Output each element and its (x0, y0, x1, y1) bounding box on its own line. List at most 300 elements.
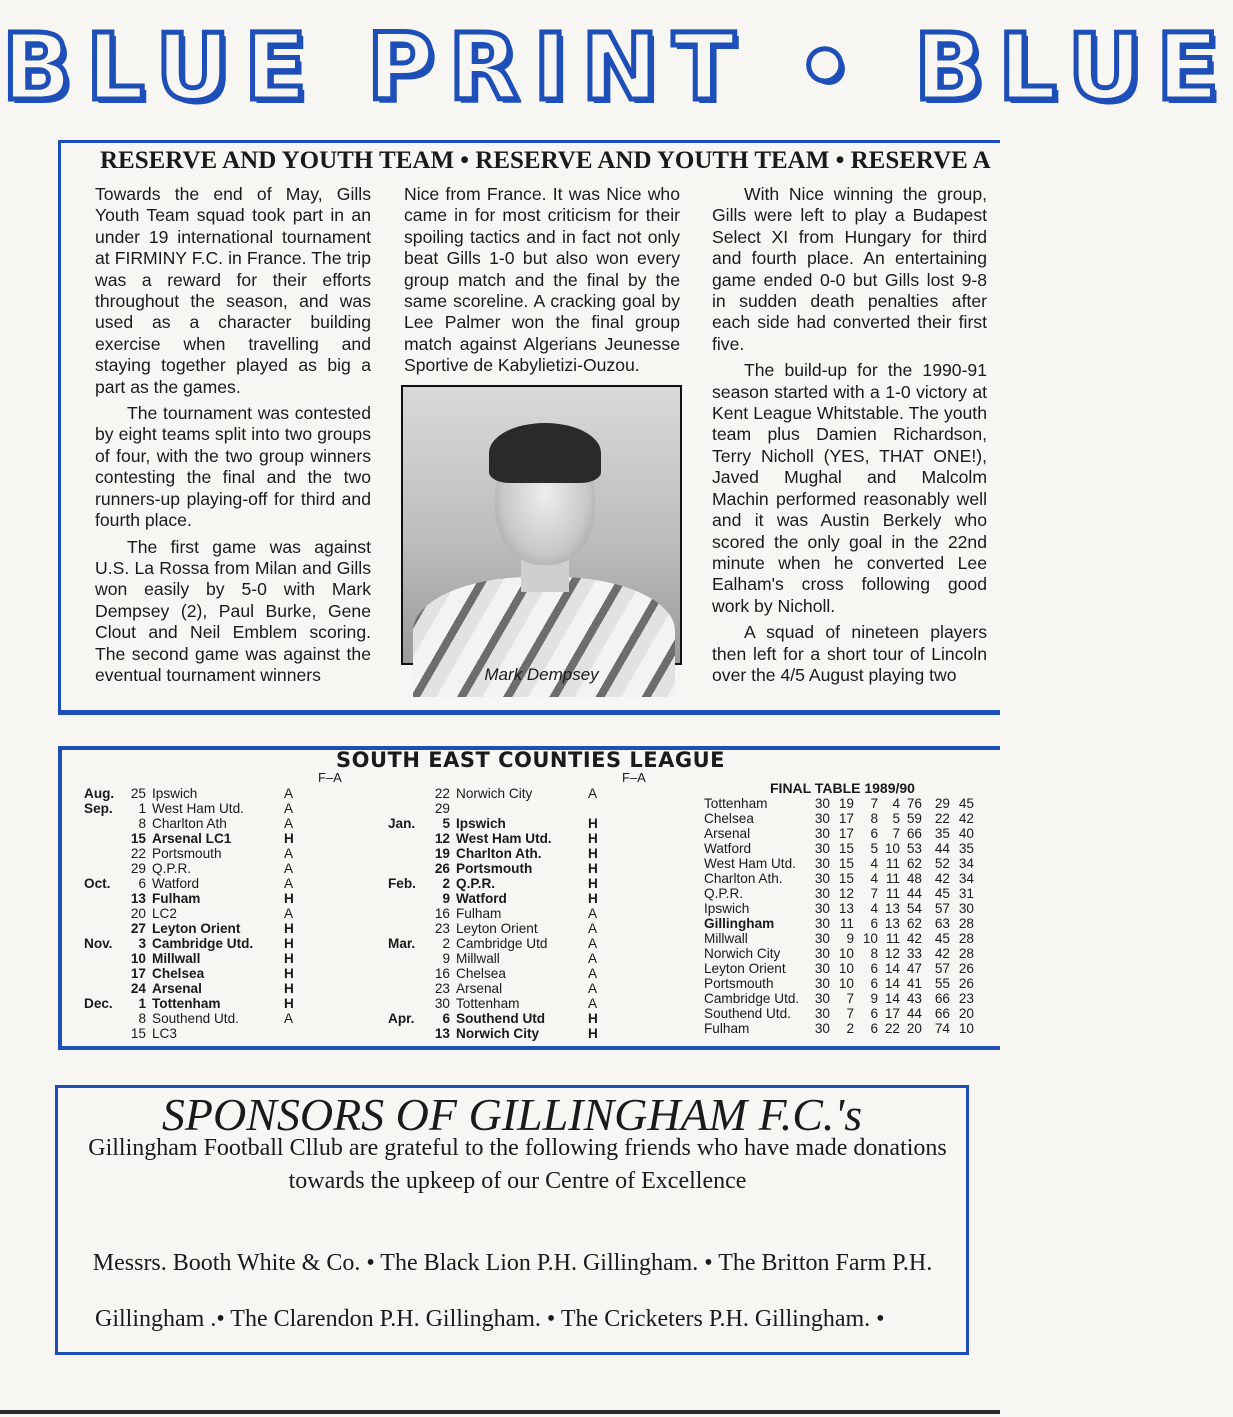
table-cell: 22 (934, 811, 950, 826)
fixture-row (84, 951, 324, 966)
fixture-opponent: Portsmouth (456, 861, 533, 876)
fixture-day: 16 (434, 966, 450, 981)
table-cell: 13 (838, 901, 854, 916)
table-cell: 20 (958, 1006, 974, 1021)
fixture-day: 15 (130, 1026, 146, 1041)
fixture-day: 16 (434, 906, 450, 921)
table-cell: 17 (838, 811, 854, 826)
fixture-opponent: Cambridge Utd (456, 936, 548, 951)
table-team: Ipswich (704, 901, 750, 916)
table-cell: 45 (934, 931, 950, 946)
table-cell: 12 (838, 886, 854, 901)
table-cell: 15 (838, 856, 854, 871)
table-cell: 12 (884, 946, 900, 961)
fixture-row (388, 981, 628, 996)
fixture-venue: H (284, 966, 294, 981)
fixture-opponent: Chelsea (456, 966, 506, 981)
fixture-venue: H (284, 981, 294, 996)
fixture-day: 2 (442, 936, 450, 951)
fixture-opponent: Charlton Ath. (456, 846, 542, 861)
fixture-opponent: Arsenal (152, 981, 202, 996)
fixture-venue: A (588, 936, 598, 951)
fixture-venue: A (284, 906, 294, 921)
table-cell: 41 (906, 976, 922, 991)
table-team: Norwich City (704, 946, 781, 961)
table-cell: 13 (884, 901, 900, 916)
fixture-row (84, 906, 324, 921)
table-cell: 42 (906, 931, 922, 946)
final-table (704, 796, 994, 1036)
table-cell: 44 (934, 841, 950, 856)
fixture-row (388, 906, 628, 921)
table-cell: 30 (814, 946, 830, 961)
fixture-venue: H (284, 936, 294, 951)
fixture-venue: H (588, 861, 598, 876)
fixture-opponent: Tottenham (152, 996, 221, 1011)
article-paragraph: The tournament was contested by eight teams split into two groups of four, with the two group winners contesting the final and the two runners-up playing-off for third and fourth place. (95, 403, 371, 531)
table-cell: 34 (958, 856, 974, 871)
table-team: Charlton Ath. (704, 871, 783, 886)
table-team: Chelsea (704, 811, 754, 826)
table-cell: 17 (838, 826, 854, 841)
fixture-opponent: LC2 (152, 906, 177, 921)
table-cell: 66 (934, 991, 950, 1006)
table-cell: 30 (814, 976, 830, 991)
fixture-opponent: Watford (152, 876, 200, 891)
table-cell: 11 (885, 886, 900, 901)
fixture-row (84, 801, 324, 816)
fixture-day: 8 (138, 1011, 146, 1026)
fixture-opponent: Norwich City (456, 1026, 540, 1041)
fixture-venue: A (284, 801, 294, 816)
fixture-month: Sep. (84, 801, 113, 816)
table-cell: 7 (892, 826, 900, 841)
table-row (704, 931, 994, 946)
fixture-venue: H (588, 831, 598, 846)
fixture-opponent: Fulham (152, 891, 201, 906)
fixture-row (388, 801, 628, 816)
fixture-venue: A (284, 876, 294, 891)
fixture-opponent: Cambridge Utd. (152, 936, 254, 951)
table-row (704, 1021, 994, 1036)
article-paragraph: With Nice winning the group, Gills were left to play a Budapest Select XI from Hungary for third and fourth place. An entertaining game ended 0-0 but Gills lost 9-8 in sudden death penalties after each side had converted their first five. (712, 184, 987, 354)
fixture-day: 1 (138, 996, 146, 1011)
fixture-venue: A (284, 816, 294, 831)
table-cell: 57 (934, 901, 950, 916)
table-cell: 11 (839, 916, 854, 931)
fixture-day: 1 (138, 801, 146, 816)
table-cell: 63 (934, 916, 950, 931)
table-cell: 20 (906, 1021, 922, 1036)
table-cell: 30 (814, 961, 830, 976)
table-cell: 10 (838, 946, 854, 961)
table-cell: 14 (884, 991, 900, 1006)
fixture-venue: A (588, 921, 598, 936)
final-table-title: FINAL TABLE 1989/90 (770, 780, 915, 796)
fixture-row (388, 921, 628, 936)
fixture-row (84, 996, 324, 1011)
fixture-venue: H (284, 831, 294, 846)
table-team: Portsmouth (704, 976, 774, 991)
table-row (704, 871, 994, 886)
fixture-row (388, 861, 628, 876)
fixture-opponent: Millwall (456, 951, 500, 966)
fixture-row (84, 846, 324, 861)
fixture-day: 29 (434, 801, 450, 816)
fixture-venue: H (588, 891, 598, 906)
table-cell: 10 (862, 931, 878, 946)
fixture-venue: H (284, 951, 294, 966)
table-team: Leyton Orient (704, 961, 786, 976)
fixture-row (388, 996, 628, 1011)
fixture-day: 20 (130, 906, 146, 921)
table-cell: 30 (814, 886, 830, 901)
table-cell: 23 (958, 991, 974, 1006)
table-cell: 48 (906, 871, 922, 886)
table-cell: 6 (870, 976, 878, 991)
table-cell: 10 (958, 1021, 974, 1036)
table-cell: 54 (906, 901, 922, 916)
fixture-day: 19 (434, 846, 450, 861)
table-cell: 2 (846, 1021, 854, 1036)
fixture-venue: H (588, 1026, 598, 1041)
table-cell: 13 (884, 916, 900, 931)
fixture-opponent: Millwall (152, 951, 201, 966)
table-cell: 4 (870, 901, 878, 916)
fixture-opponent: Leyton Orient (152, 921, 241, 936)
fixture-opponent: Charlton Ath (152, 816, 227, 831)
fixture-row (84, 891, 324, 906)
table-cell: 6 (870, 961, 878, 976)
fixture-day: 3 (138, 936, 146, 951)
table-team: Millwall (704, 931, 748, 946)
fixture-venue: A (284, 861, 294, 876)
fixture-opponent: Chelsea (152, 966, 205, 981)
fixture-row (388, 936, 628, 951)
article-column-1 (95, 184, 371, 691)
table-cell: 14 (884, 976, 900, 991)
table-row (704, 886, 994, 901)
table-cell: 42 (958, 811, 974, 826)
article-paragraph: The build-up for the 1990-91 season started with a 1-0 victory at Kent League Whitstable. The youth team plus Damien Richardson, Terry Nicholl (YES, THAT ONE!), Javed Mughal and Malcolm Machin performed reasonably well and it was Austin Berkely who scored the only goal in the 22nd minute when he converted Lee Ealham's cross following good work by Nicholl. (712, 360, 987, 616)
table-cell: 9 (846, 931, 854, 946)
table-cell: 35 (958, 841, 974, 856)
table-cell: 28 (958, 916, 974, 931)
table-cell: 10 (838, 976, 854, 991)
fixture-row (84, 1011, 324, 1026)
table-row (704, 826, 994, 841)
table-cell: 4 (870, 856, 878, 871)
fixture-row (84, 981, 324, 996)
fixture-row (84, 1026, 324, 1041)
fixture-month: Jan. (388, 816, 416, 831)
fixture-venue: H (588, 876, 598, 891)
table-cell: 6 (870, 1021, 878, 1036)
table-cell: 35 (934, 826, 950, 841)
table-row (704, 841, 994, 856)
table-team: Arsenal (704, 826, 751, 841)
fixture-day: 27 (130, 921, 146, 936)
article-paragraph: Towards the end of May, Gills Youth Team squad took part in an under 19 international tournament at FIRMINY F.C. in France. The trip was a reward for their efforts throughout the season, and was used as a character building exercise when travelling and staying together played as big a part as the games. (95, 184, 371, 397)
fixture-row (388, 831, 628, 846)
table-cell: 31 (958, 886, 974, 901)
table-cell: 15 (838, 871, 854, 886)
sponsors-title: SPONSORS OF GILLINGHAM F.C.'s (161, 1089, 863, 1140)
masthead-title: BLUE PRINT • BLUE (2, 14, 1233, 121)
fixtures-right (388, 786, 628, 1041)
reserve-section-title: RESERVE AND YOUTH TEAM • RESERVE AND YOUTH TEAM • RESERVE A (100, 147, 991, 174)
fixture-venue: H (284, 996, 294, 1011)
fixture-venue: H (588, 816, 598, 831)
fixture-day: 22 (130, 846, 146, 861)
table-cell: 29 (934, 796, 950, 811)
fixture-row (84, 876, 324, 891)
table-team: Gillingham (704, 916, 775, 931)
fixture-opponent: Tottenham (456, 996, 520, 1011)
table-cell: 26 (958, 976, 974, 991)
player-photo (401, 385, 682, 665)
fixture-day: 25 (130, 786, 146, 801)
fixture-day: 6 (442, 1011, 450, 1026)
fixture-day: 9 (442, 891, 450, 906)
fixture-opponent: Arsenal LC1 (152, 831, 232, 846)
fixture-venue: A (588, 906, 598, 921)
table-cell: 28 (958, 946, 974, 961)
table-cell: 6 (870, 1006, 878, 1021)
fixture-opponent: Arsenal (456, 981, 503, 996)
fixture-venue: A (284, 1011, 294, 1026)
table-cell: 74 (934, 1021, 950, 1036)
fixture-opponent: West Ham Utd. (456, 831, 552, 846)
fixture-venue: H (588, 846, 598, 861)
table-cell: 30 (814, 796, 830, 811)
table-row (704, 991, 994, 1006)
table-cell: 45 (958, 796, 974, 811)
table-row (704, 796, 994, 811)
fixture-venue: A (588, 966, 598, 981)
masthead (0, 14, 1233, 121)
table-cell: 4 (870, 871, 878, 886)
fixture-month: Mar. (388, 936, 416, 951)
table-row (704, 976, 994, 991)
fixture-opponent: West Ham Utd. (152, 801, 244, 816)
fixture-row (388, 966, 628, 981)
table-cell: 30 (958, 901, 974, 916)
table-cell: 6 (870, 826, 878, 841)
table-cell: 44 (906, 1006, 922, 1021)
table-cell: 76 (906, 796, 922, 811)
fixture-day: 13 (130, 891, 146, 906)
table-cell: 10 (884, 841, 900, 856)
table-cell: 44 (906, 886, 922, 901)
fixture-row (388, 1026, 628, 1041)
table-cell: 30 (814, 1006, 830, 1021)
table-cell: 17 (884, 1006, 900, 1021)
fixture-month: Apr. (388, 1011, 415, 1026)
article-paragraph: The first game was against U.S. La Rossa from Milan and Gills won easily by 5-0 with Mark Dempsey (2), Paul Burke, Gene Clout and Neil Emblem scoring. The second game was against the eventual tournament winners (95, 536, 371, 685)
table-cell: 4 (892, 796, 900, 811)
fixture-day: 29 (130, 861, 146, 876)
fixture-opponent: Leyton Orient (456, 921, 538, 936)
sponsors-intro: Gillingham Football Cllub are grateful to the following friends who have made donations towards the upkeep of our Centre of Excellence (88, 1135, 947, 1194)
table-team: Watford (704, 841, 752, 856)
fixture-month: Dec. (84, 996, 113, 1011)
table-cell: 7 (846, 991, 854, 1006)
fixture-venue: A (588, 786, 598, 801)
fixture-day: 12 (434, 831, 450, 846)
table-cell: 43 (906, 991, 922, 1006)
sponsors-list-line-1: Messrs. Booth White & Co. • The Black Lion P.H. Gillingham. • The Britton Farm P.H. (92, 1250, 933, 1276)
fixture-day: 8 (138, 816, 146, 831)
fixture-venue: A (284, 786, 294, 801)
table-row (704, 916, 994, 931)
fixture-day: 22 (434, 786, 450, 801)
fixture-day: 24 (130, 981, 146, 996)
table-cell: 7 (870, 796, 878, 811)
table-row (704, 961, 994, 976)
fixture-day: 17 (130, 966, 146, 981)
table-cell: 7 (846, 1006, 854, 1021)
fixture-row (84, 816, 324, 831)
fixture-day: 5 (442, 816, 450, 831)
table-cell: 28 (958, 931, 974, 946)
table-row (704, 811, 994, 826)
table-cell: 47 (906, 961, 922, 976)
fixtures-left (84, 786, 324, 1041)
table-cell: 59 (906, 811, 922, 826)
fixture-month: Nov. (84, 936, 113, 951)
fixture-row (388, 846, 628, 861)
fixture-opponent: Norwich City (456, 786, 533, 801)
fixture-day: 9 (442, 951, 450, 966)
fixture-row (84, 786, 324, 801)
table-row (704, 856, 994, 871)
fixture-opponent: Q.P.R. (152, 861, 192, 876)
table-cell: 52 (934, 856, 950, 871)
fixture-venue: A (588, 951, 598, 966)
fixture-day: 2 (442, 876, 450, 891)
article-column-2 (404, 184, 680, 382)
table-cell: 30 (814, 841, 830, 856)
table-cell: 8 (870, 811, 878, 826)
table-cell: 22 (884, 1021, 900, 1036)
table-cell: 9 (870, 991, 878, 1006)
fixture-venue: H (284, 891, 294, 906)
table-cell: 57 (934, 961, 950, 976)
photo-caption: Mark Dempsey (484, 665, 599, 684)
fixture-opponent: Fulham (456, 906, 502, 921)
table-cell: 55 (934, 976, 950, 991)
league-title: SOUTH EAST COUNTIES LEAGUE (336, 748, 726, 772)
fixture-row (84, 966, 324, 981)
table-cell: 62 (906, 916, 922, 931)
table-cell: 19 (838, 796, 854, 811)
table-cell: 30 (814, 871, 830, 886)
table-team: Tottenham (704, 796, 768, 811)
table-team: Q.P.R. (704, 886, 744, 901)
fixture-row (84, 921, 324, 936)
fixture-opponent: Portsmouth (152, 846, 222, 861)
table-cell: 7 (870, 886, 878, 901)
table-cell: 8 (870, 946, 878, 961)
fixture-opponent: Q.P.R. (456, 876, 496, 891)
fa-label-right: F–A (622, 770, 646, 785)
fixture-opponent: Southend Utd. (152, 1011, 239, 1026)
fixture-opponent: Southend Utd (456, 1011, 546, 1026)
fixture-day: 26 (434, 861, 450, 876)
fixture-row (84, 831, 324, 846)
fixture-opponent: Ipswich (456, 816, 506, 831)
article-paragraph: A squad of nineteen players then left for a short tour of Lincoln over the 4/5 August playing two (712, 622, 987, 685)
table-cell: 30 (814, 1021, 830, 1036)
fixture-day: 15 (130, 831, 146, 846)
table-row (704, 901, 994, 916)
fixture-opponent: LC3 (152, 1026, 177, 1041)
table-cell: 30 (814, 856, 830, 871)
table-row (704, 946, 994, 961)
table-cell: 66 (906, 826, 922, 841)
table-team: Fulham (704, 1021, 750, 1036)
table-cell: 10 (838, 961, 854, 976)
table-cell: 40 (958, 826, 974, 841)
bottom-rule (0, 1410, 1000, 1414)
fixture-venue: A (588, 981, 598, 996)
table-cell: 45 (934, 886, 950, 901)
table-cell: 15 (838, 841, 854, 856)
table-cell: 14 (884, 961, 900, 976)
table-cell: 53 (906, 841, 922, 856)
table-cell: 5 (892, 811, 900, 826)
fixture-venue: A (284, 846, 294, 861)
table-cell: 26 (958, 961, 974, 976)
fixture-opponent: Watford (456, 891, 507, 906)
fa-label-left: F–A (318, 770, 342, 785)
fixture-day: 10 (130, 951, 146, 966)
article-paragraph: Nice from France. It was Nice who came in for most criticism for their spoiling tactics and in fact not only beat Gills 1-0 but also won every group match and the final by the same scoreline. A cracking goal by Lee Palmer won the final group match against Algerians Jeunesse Sportive de Kabylietizi-Ouzou. (404, 184, 680, 376)
table-cell: 66 (934, 1006, 950, 1021)
table-cell: 30 (814, 901, 830, 916)
fixture-day: 6 (138, 876, 146, 891)
fixture-day: 13 (434, 1026, 450, 1041)
fixture-month: Oct. (84, 876, 111, 891)
fixture-day: 30 (434, 996, 450, 1011)
fixture-venue: A (588, 996, 598, 1011)
table-team: West Ham Utd. (704, 856, 796, 871)
fixture-row (388, 1011, 628, 1026)
table-cell: 30 (814, 826, 830, 841)
table-row (704, 1006, 994, 1021)
fixture-day: 23 (434, 981, 450, 996)
table-cell: 34 (958, 871, 974, 886)
table-cell: 30 (814, 916, 830, 931)
table-team: Southend Utd. (704, 1006, 791, 1021)
table-cell: 30 (814, 811, 830, 826)
sponsors-list-line-2: Gillingham .• The Clarendon P.H. Gillingham. • The Cricketers P.H. Gillingham. • (95, 1306, 885, 1332)
table-cell: 6 (870, 916, 878, 931)
fixture-row (84, 936, 324, 951)
table-cell: 62 (906, 856, 922, 871)
fixture-row (388, 951, 628, 966)
table-cell: 5 (870, 841, 878, 856)
fixture-day: 23 (434, 921, 450, 936)
fixture-row (388, 891, 628, 906)
table-cell: 33 (906, 946, 922, 961)
fixture-venue: H (588, 1011, 598, 1026)
fixture-month: Aug. (84, 786, 115, 801)
fixture-opponent: Ipswich (152, 786, 198, 801)
table-cell: 11 (885, 871, 900, 886)
fixture-row (388, 786, 628, 801)
